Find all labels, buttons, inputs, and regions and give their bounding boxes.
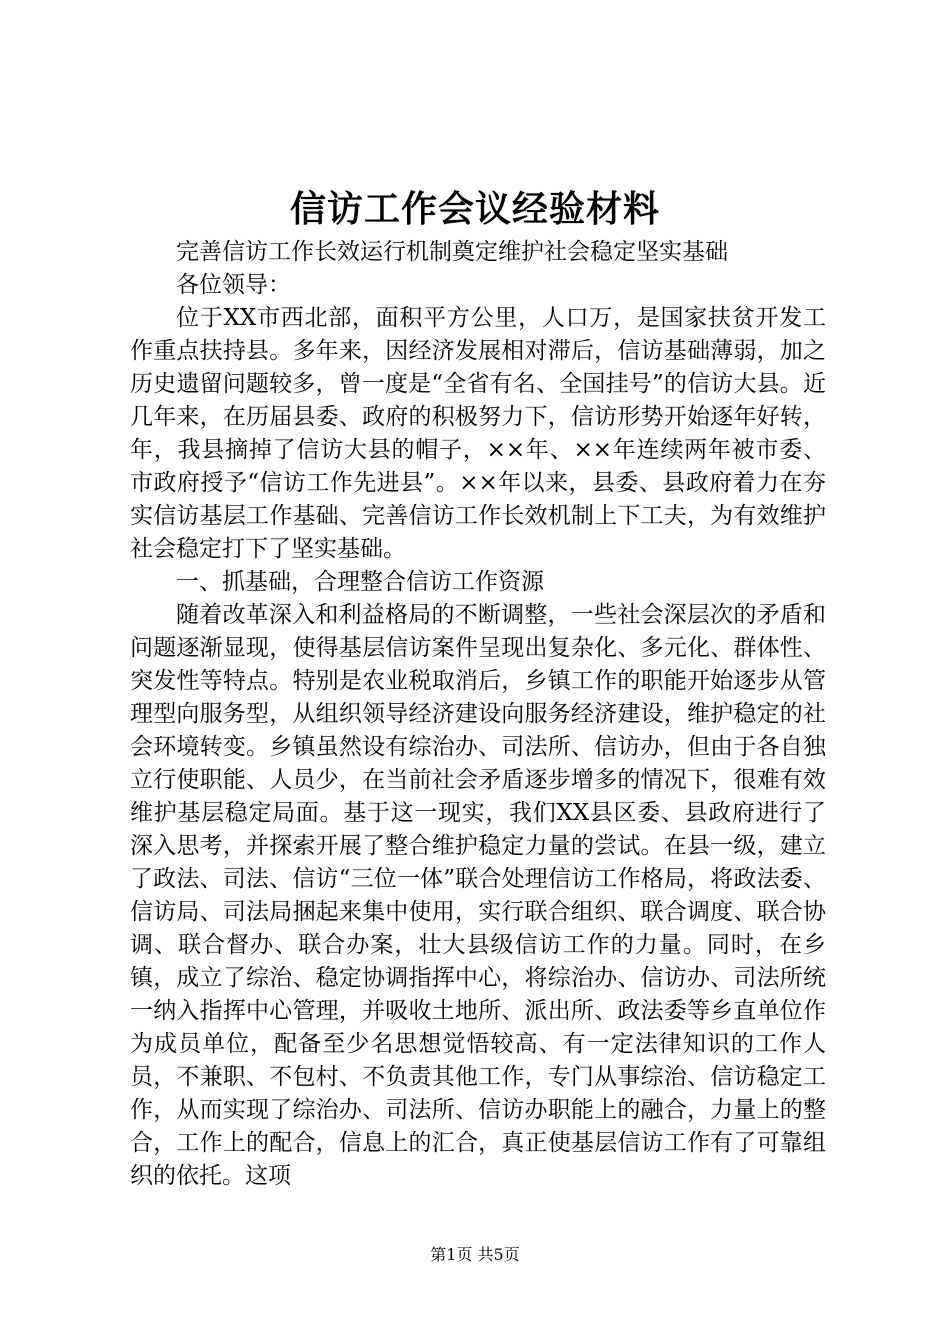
body-paragraph: 随着改革深入和利益格局的不断调整，一些社会深层次的矛盾和问题逐渐显现，使得基层信访案件呈现出复杂化、多元化、群体性、突发性等特点。特别是农业税取消后，乡镇工作的职能开始逐步从管理型向服务型，从组织领导经济建设向服务经济建设，维护稳定的社会环境转变。乡镇虽然设有综治办、司法所、信访办，但由于各自独立行使职能、人员少，在当前社会矛盾逐步增多的情况下，很难有效维护基层稳定局面。基于这一现实，我们XX县区委、县政府进行了深入思考，并探索开展了整合维护稳定力量的尝试。在县一级，建立了政法、司法、信访“三位一体”联合处理信访工作格局，将政法委、信访局、司法局捆起来集中使用，实行联合组织、联合调度、联合协调、联合督办、联合办案，壮大县级信访工作的力量。同时，在乡镇，成立了综治、稳定协调指挥中心，将综治办、信访办、司法所统一纳入指挥中心管理，并吸收土地所、派出所、政法委等乡直单位作为成员单位，配备至少名思想觉悟较高、有一定法律知识的工作人员，不兼职、不包村、不负责其他工作，专门从事综治、信访稳定工作，从而实现了综治办、司法所、信访办职能上的融合，力量上的整合，工作上的配合，信息上的汇合，真正使基层信访工作有了可靠组织的依托。这项	[130, 602, 826, 1189]
salutation-paragraph: 各位领导：	[176, 272, 291, 298]
page-footer: 第1页 共5页	[430, 1245, 520, 1264]
body-paragraph: 位于XX市西北部，面积平方公里，人口万，是国家扶贫开发工作重点扶持县。多年来，因经济发展相对滞后，信访基础薄弱，加之历史遗留问题较多，曾一度是“全省有名、全国挂号”的信访大县。近几年来，在历届县委、政府的积极努力下，信访形势开始逐年好转，年，我县摘掉了信访大县的帽子，××年、××年连续两年被市委、市政府授予“信访工作先进县”。××年以来，县委、县政府着力在夯实信访基层工作基础、完善信访工作长效机制上下工夫，为有效维护社会稳定打下了坚实基础。	[130, 305, 826, 562]
subtitle-paragraph: 完善信访工作长效运行机制奠定维护社会稳定坚实基础	[176, 239, 728, 265]
section-heading: 一、抓基础，合理整合信访工作资源	[176, 569, 544, 595]
document-title: 信访工作会议经验材料	[289, 188, 660, 230]
document-body	[130, 236, 826, 1193]
